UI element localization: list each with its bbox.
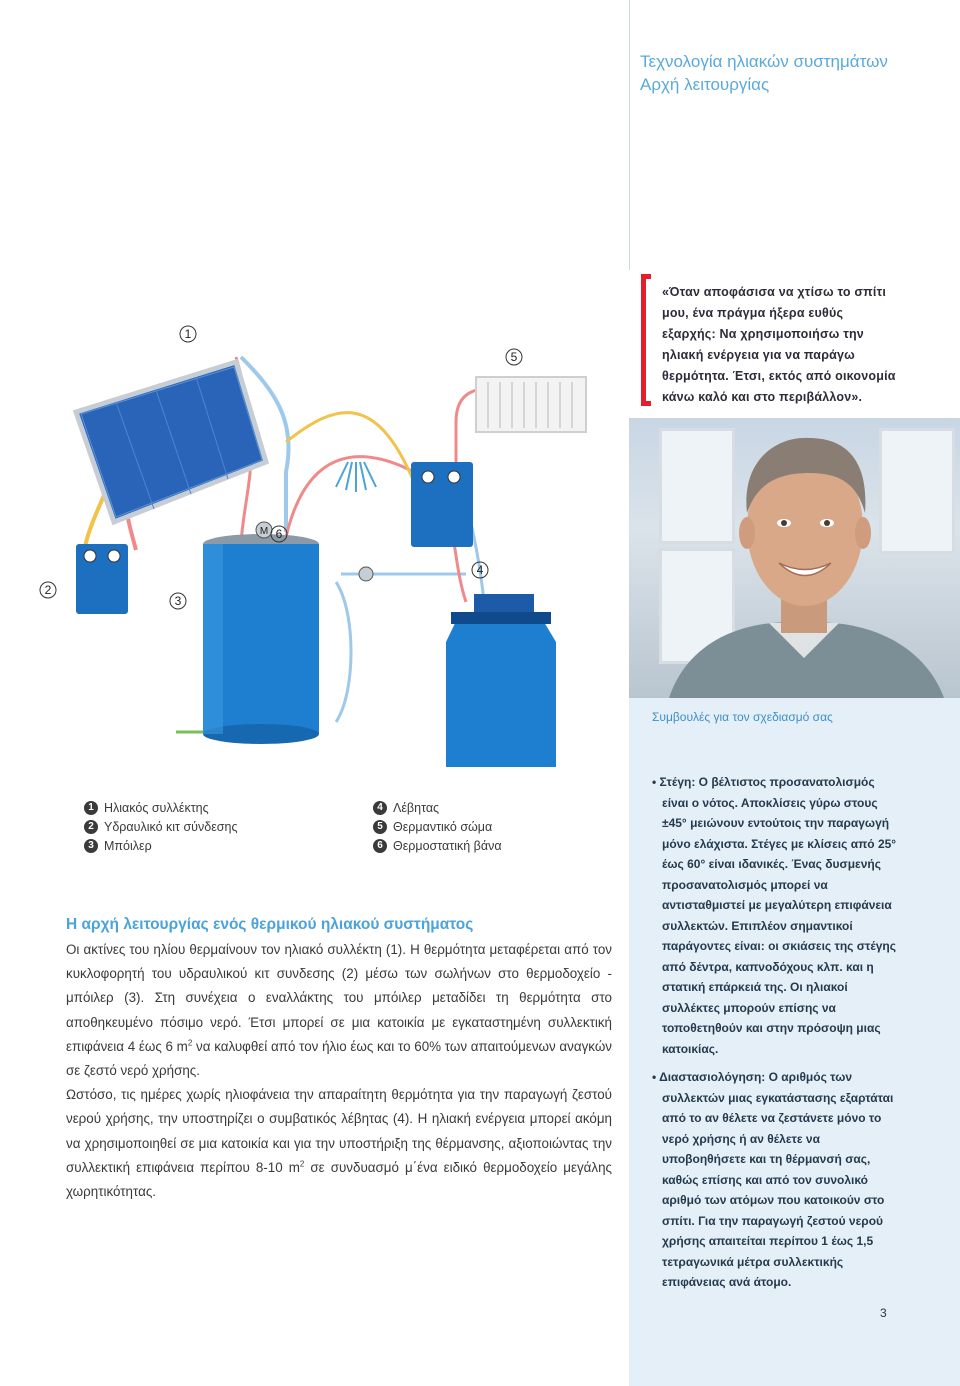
divider — [629, 0, 630, 270]
quote-bracket — [641, 274, 651, 406]
person-illustration — [629, 418, 960, 698]
tip-item: • Διαστασιολόγηση: Ο αριθμός των συλλεκτών μιας εγκατάστασης εξαρτάται από το αν θέλετε να ζεστάνετε μόνο το νερό χρήσης ή αν θέλετε να υποβοηθήσετε και τη θέρμανσή σας, καθώς επίσης και από τον συνολικό αριθμό των ατόμων που κατοικούν στο σπίτι. Για την παραγωγή ζεστού νερού χρήσης απαιτείται περίπου 1 έως 1,5 τετραγωνικά μέτρα συλλεκτικής επιφάνειας ανά άτομο. — [652, 1070, 894, 1289]
tips-list — [652, 772, 897, 1301]
solar-system-diagram — [36, 312, 629, 782]
legend-item: 3 Μπόιλερ — [84, 836, 237, 855]
body-text — [66, 938, 612, 1204]
header-line-2: Αρχή λειτουργίας — [640, 75, 770, 94]
tips-title: Συμβουλές για τον σχεδιασμό σας — [652, 710, 833, 724]
page-number: 3 — [880, 1306, 887, 1320]
diagram-label-5: 5 — [510, 350, 518, 364]
diagram-label-m: M — [259, 526, 269, 537]
legend-right — [373, 798, 502, 855]
legend-item: 5 Θερμαντικό σώμα — [373, 817, 502, 836]
legend-item: 4 Λέβητας — [373, 798, 502, 817]
diagram-svg — [36, 312, 629, 782]
diagram-label-2: 2 — [44, 583, 52, 597]
legend-left — [84, 798, 237, 855]
legend-item: 1 Ηλιακός συλλέκτης — [84, 798, 237, 817]
paragraph-1: Οι ακτίνες του ηλίου θερμαίνουν τον ηλιακό συλλέκτη (1). Η θερμότητα μεταφέρεται από τον κυκλοφορητή του υδραυλικού κιτ συνδεσης (2) μέσω των σωλήνων στο θερμοδοχείο - μπόιλερ (3). Στη συνέχεια ο εναλλάκτης του μπόιλερ μεταδίδει τη θερμότητα στο αποθηκευμένο πόσιμο νερό. Έτσι μπορεί σε μια κατοικία με εγκαταστημένη συλλεκτική επιφάνεια 4 έως 6 $m^2$ να καλυφθεί από τον ήλιο έως και το 60% των απαιτούμενων αναγκών σε ζεστό νερό χρήσης. — [66, 942, 612, 1079]
section-title: Η αρχή λειτουργίας ενός θερμικού ηλιακού συστήματος — [66, 916, 474, 933]
quote-text: «Όταν αποφάσισα να χτίσω το σπίτι μου, ένα πράγμα ήξερα ευθύς εξαρχής: Να χρησιμοποιήσω την ηλιακή ενέργεια για να παράγω θερμότητα. Έτσι, εκτός από οικονομία κάνω καλό και στο περιβάλλον». — [662, 285, 896, 404]
portrait-photo — [629, 418, 960, 698]
legend-item: 2 Υδραυλικό κιτ σύνδεσης — [84, 817, 237, 836]
page-header — [640, 50, 888, 96]
tip-item: • Στέγη: Ο βέλτιστος προσανατολισμός είναι ο νότος. Αποκλίσεις γύρω στους ±45° μειώνουν εντούτοις την παραγωγή μόνο ελάχιστα. Στέγες με κλίσεις από 25° έως 60° είναι ιδανικές. Ένας δυσμενής προσανατολισμός μπορεί να αντισταθμιστεί με μεγαλύτερη επιφάνεια συλλεκτών. Επιπλέον σημαντικοί παράγοντες είναι: οι σκιάσεις της στέγης από δέντρα, καπνοδόχους κλπ. και η στατική επάρκειά της. Οι ηλιακοί συλλέκτες μπορούν επίσης να τοποθετηθούν και στην πρόσοψη μιας κατοικίας. — [652, 775, 897, 1056]
diagram-label-4: 4 — [476, 563, 484, 577]
header-area — [629, 0, 960, 270]
paragraph-2: Ωστόσο, τις ημέρες χωρίς ηλιοφάνεια την απαραίτητη θερμότητα για την παραγωγή ζεστού νερού χρήσης, την υποστηρίζει ο συμβατικός λέβητας (4). Η ηλιακή ενέργεια μπορεί ακόμη να χρησιμοποιηθεί σε μια κατοικία και για την υποστήριξη της θέρμανσης, αξιοποιώντας την συλλεκτική επιφάνεια περίπου 8-10 $m^2$ σε συνδυασμό μ΄ένα ειδικό θερμοδοχείο μεγάλης χωρητικότητας. — [66, 1087, 613, 1200]
diagram-label-3: 3 — [174, 594, 182, 608]
header-line-1: Τεχνολογία ηλιακών συστημάτων — [640, 52, 888, 71]
legend-item: 6 Θερμοστατική βάνα — [373, 836, 502, 855]
diagram-label-1: 1 — [184, 327, 192, 341]
diagram-label-6: 6 — [275, 527, 283, 541]
